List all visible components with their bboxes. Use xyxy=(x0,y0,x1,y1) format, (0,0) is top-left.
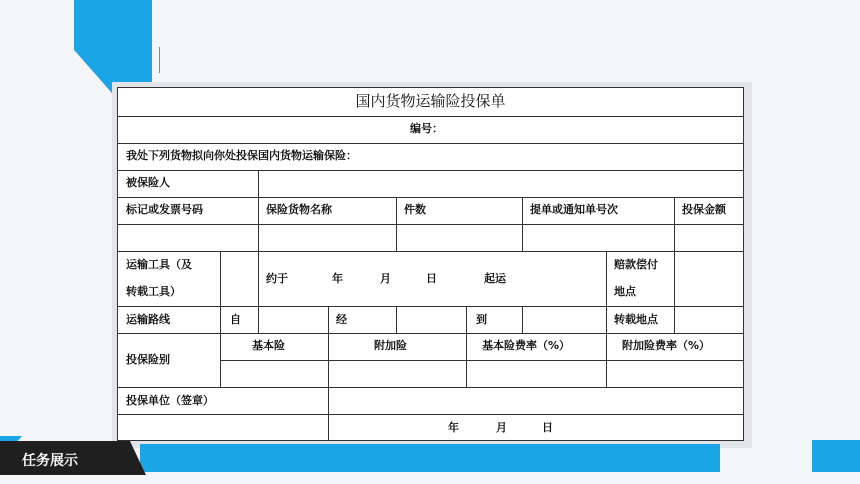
row-divider xyxy=(118,333,743,334)
col-divider xyxy=(258,170,259,197)
route-via-label: 经 xyxy=(336,313,347,326)
applicant-label: 投保单位（签章） xyxy=(126,394,214,407)
transport-tool-label-2: 转载工具） xyxy=(126,285,181,298)
col-divider xyxy=(674,197,675,251)
col-header-marks: 标记或发票号码 xyxy=(126,203,203,216)
col-header-cargo-name: 保险货物名称 xyxy=(266,203,332,216)
declaration-text: 我处下列货物拟向你处投保国内货物运输保险： xyxy=(126,149,357,162)
col-header-quantity: 件数 xyxy=(404,203,426,216)
col-divider xyxy=(220,251,221,306)
form-title: 国内货物运输险投保单 xyxy=(355,92,506,110)
claim-place-label: 赔款偿付 xyxy=(614,258,658,271)
route-from-label: 自 xyxy=(230,313,241,326)
row-divider xyxy=(118,306,743,307)
route-to-label: 到 xyxy=(476,313,487,326)
row-divider xyxy=(118,251,743,252)
col-divider xyxy=(328,333,329,387)
col-divider xyxy=(396,197,397,251)
coverage-label: 投保险别 xyxy=(126,353,170,366)
row-divider xyxy=(220,360,743,361)
col-divider xyxy=(466,306,467,333)
section-tab-label: 任务展示 xyxy=(22,453,78,469)
basic-coverage-label: 基本险 xyxy=(252,339,285,352)
insured-label: 被保险人 xyxy=(126,176,170,189)
col-divider xyxy=(258,197,259,251)
date-month-label: 月 xyxy=(380,272,391,285)
col-divider xyxy=(328,306,329,333)
additional-coverage-label: 附加险 xyxy=(374,339,407,352)
row-divider xyxy=(118,143,743,144)
col-divider xyxy=(606,251,607,306)
col-divider xyxy=(328,387,329,441)
col-divider xyxy=(522,306,523,333)
col-divider xyxy=(606,306,607,333)
col-divider xyxy=(220,333,221,387)
col-divider xyxy=(258,251,259,306)
date-year-label: 年 xyxy=(332,272,343,285)
row-divider xyxy=(118,116,743,117)
row-divider xyxy=(118,414,743,415)
date-day-label: 日 xyxy=(426,272,437,285)
col-divider xyxy=(220,306,221,333)
row-divider xyxy=(118,197,743,198)
col-divider xyxy=(258,306,259,333)
col-header-amount: 投保金额 xyxy=(682,203,726,216)
col-divider xyxy=(396,306,397,333)
claim-place-label-2: 地点 xyxy=(614,285,636,298)
transship-place-label: 转载地点 xyxy=(614,313,658,326)
row-divider xyxy=(118,224,743,225)
footer-accent-right xyxy=(812,440,860,472)
sign-day-label: 日 xyxy=(542,421,553,434)
col-divider xyxy=(466,333,467,387)
insurance-application-form xyxy=(117,87,744,441)
col-divider xyxy=(674,251,675,306)
row-divider xyxy=(118,170,743,171)
sign-month-label: 月 xyxy=(496,421,507,434)
route-label: 运输路线 xyxy=(126,313,170,326)
date-about-label: 约于 xyxy=(266,272,288,285)
number-label: 编号： xyxy=(410,122,443,135)
transport-tool-label: 运输工具（及 xyxy=(126,258,192,271)
col-header-bill-no: 提单或通知单号次 xyxy=(530,203,618,216)
departure-label: 起运 xyxy=(484,272,506,285)
col-divider xyxy=(522,197,523,251)
col-divider xyxy=(606,333,607,387)
divider-line xyxy=(159,47,160,73)
row-divider xyxy=(118,387,743,388)
footer-accent-bar xyxy=(140,444,720,472)
col-divider xyxy=(674,306,675,333)
additional-rate-label: 附加险费率（%） xyxy=(622,339,711,352)
basic-rate-label: 基本险费率（%） xyxy=(482,339,571,352)
sign-year-label: 年 xyxy=(448,421,459,434)
